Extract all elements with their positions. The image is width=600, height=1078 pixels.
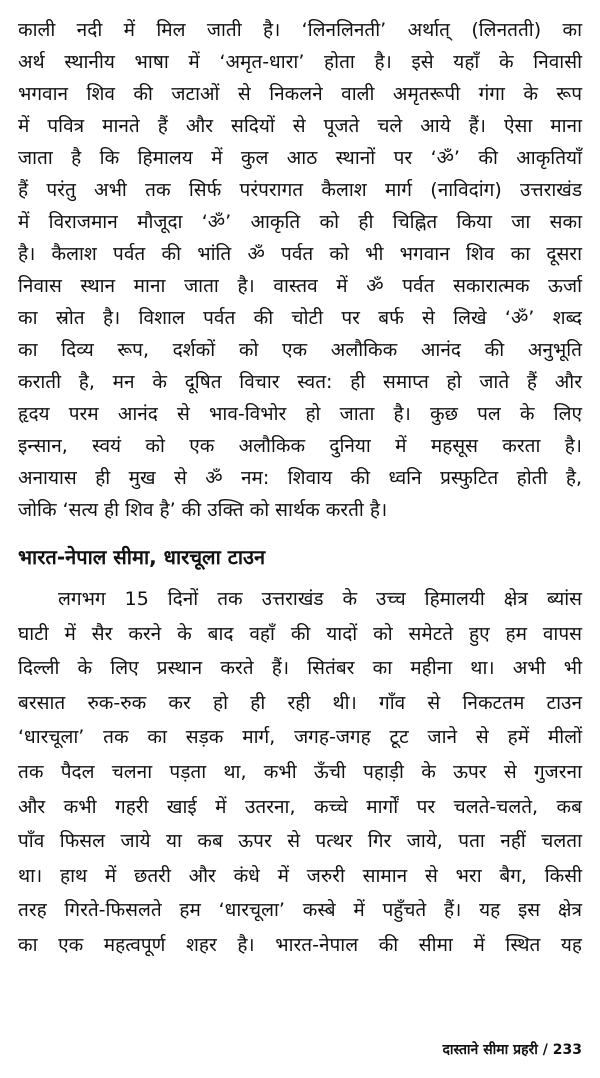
text-line: में विराजमान मौजूदा ‘ॐ’ आकृति को ही चिह्नित किया जा सका	[18, 211, 582, 233]
text-line: का दिव्य रूप, दर्शकों को एक अलौकिक आनंद की अनुभूति	[18, 339, 582, 361]
text-line: तरह गिरते-फिसलते हम ‘धारचूला’ कस्बे में पहुँचते हैं। यह इस क्षेत्र	[18, 899, 582, 922]
page-body	[18, 14, 582, 963]
text-line: घाटी में सैर करने के बाद वहाँ की यादों को समेटते हुए हम वापस	[18, 622, 582, 645]
text-line: है। कैलाश पर्वत की भांति ॐ पर्वत को भी भगवान शिव का दूसरा	[18, 243, 582, 265]
text-line: का एक महत्वपूर्ण शहर है। भारत-नेपाल की सीमा में स्थित यह	[18, 933, 582, 956]
paragraph-1	[18, 14, 582, 526]
section-heading: भारत-नेपाल सीमा, धारचूला टाउन	[18, 545, 266, 569]
page-footer: दास्ताने सीमा प्रहरी / 233	[442, 1042, 582, 1058]
text-line: में पवित्र मानते हैं और सदियों से पूजते चले आये हैं। ऐसा माना	[18, 115, 582, 137]
text-line: लगभग 15 दिनों तक उत्तराखंड के उच्च हिमालयी क्षेत्र ब्यांस	[58, 588, 582, 610]
text-line: अनायास ही मुख से ॐ नम: शिवाय की ध्वनि प्रस्फुटित होती है,	[18, 467, 582, 489]
text-line: था। हाथ में छतरी और कंधे में जरुरी सामान से भरा बैग, किसी	[18, 864, 582, 887]
text-line: दिल्ली के लिए प्रस्थान करते हैं। सितंबर का महीना था। अभी भी	[18, 657, 582, 680]
paragraph-2	[18, 582, 582, 963]
text-line: काली नदी में मिल जाती है। ‘लिनलिनती’ अर्थात् (लिनतती) का	[18, 19, 582, 41]
text-line: तक पैदल चलना पड़ता था, कभी ऊँची पहाड़ी के ऊपर से गुजरना	[18, 760, 582, 783]
text-line: जाता है कि हिमालय में कुल आठ स्थानों पर ‘ॐ’ की आकृतियाँ	[18, 147, 582, 169]
text-line: पाँव फिसल जाये या कब ऊपर से पत्थर गिर जाये, पता नहीं चलता	[18, 830, 582, 853]
text-line: का स्रोत है। विशाल पर्वत की चोटी पर बर्फ से लिखे ‘ॐ’ शब्द	[18, 307, 582, 329]
text-line: भगवान शिव की जटाओं से निकलने वाली अमृतरूपी गंगा के रूप	[18, 83, 582, 105]
text-line: हैं परंतु अभी तक सिर्फ परंपरागत कैलाश मार्ग (नाविदांग) उत्तराखंड	[18, 179, 582, 201]
text-line: जोकि ‘सत्य ही शिव है’ की उक्ति को सार्थक करती है।	[18, 499, 388, 521]
text-line: इन्सान, स्वयं को एक अलौकिक दुनिया में महसूस करता है।	[18, 435, 582, 457]
text-line: और कभी गहरी खाई में उतरना, कच्चे मार्गों पर चलते-चलते, कब	[18, 795, 582, 818]
text-line: हृदय परम आनंद से भाव-विभोर हो जाता है। कुछ पल के लिए	[18, 403, 582, 425]
text-line: ‘धारचूला’ तक का सड़क मार्ग, जगह-जगह टूट जाने से हमें मीलों	[18, 726, 582, 749]
text-line: निवास स्थान माना जाता है। वास्तव में ॐ पर्वत सकारात्मक ऊर्जा	[18, 275, 582, 297]
text-line: कराती है, मन के दूषित विचार स्वत: ही समाप्त हो जाते हैं और	[18, 371, 582, 393]
text-line: बरसात रुक-रुक कर हो ही रही थी। गाँव से निकटतम टाउन	[18, 691, 582, 714]
text-line: अर्थ स्थानीय भाषा में ‘अमृत-धारा’ होता है। इसे यहाँ के निवासी	[18, 51, 582, 73]
